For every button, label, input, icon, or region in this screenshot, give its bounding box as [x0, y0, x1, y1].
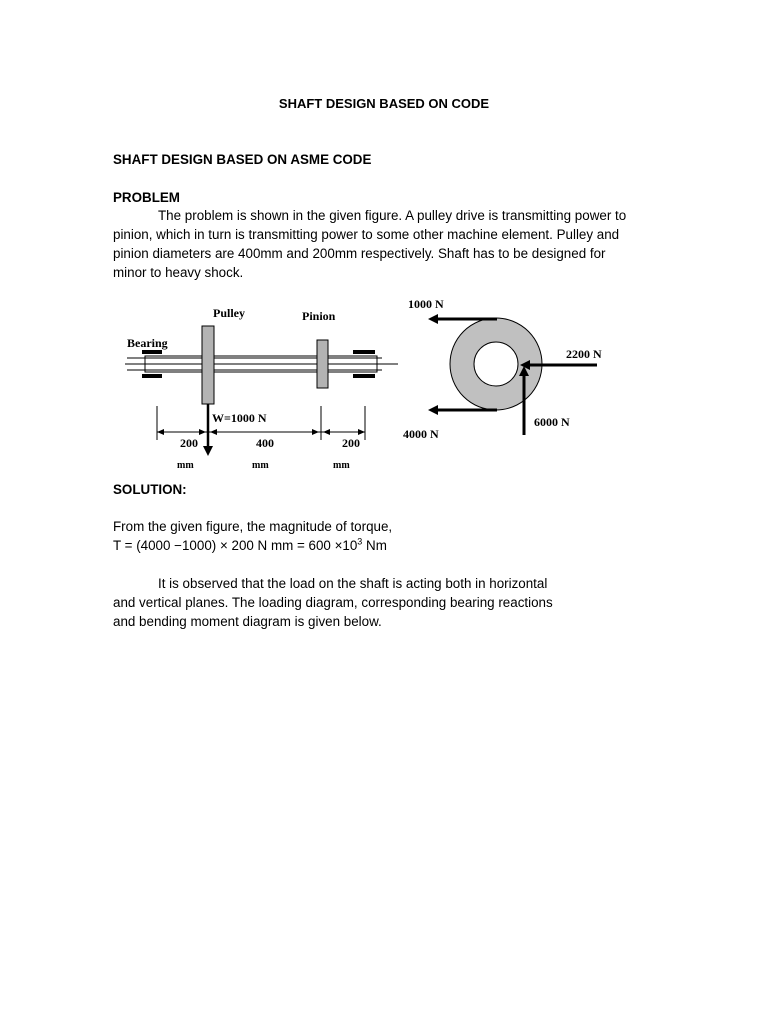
torque-intro: From the given figure, the magnitude of torque,	[113, 519, 393, 534]
force-arrow-head	[428, 314, 438, 324]
force-arrow-head	[428, 405, 438, 415]
torque-eq-exponent: 3	[357, 536, 363, 547]
dim-arrow	[323, 429, 330, 435]
force-label-4000: 4000 N	[403, 427, 439, 441]
label-weight: W=1000 N	[212, 411, 267, 425]
dim-arrow	[210, 429, 217, 435]
observation-paragraph	[113, 574, 653, 631]
force-label-1000: 1000 N	[408, 297, 444, 311]
pulley-disc	[202, 326, 214, 404]
observation-line: It is observed that the load on the shaft is acting both in horizontal	[158, 576, 548, 591]
problem-line: pinion, which in turn is transmitting power to some other machine element. Pulley and	[113, 227, 620, 242]
dim-left-value: 200	[180, 436, 198, 450]
problem-line: minor to heavy shock.	[113, 265, 244, 280]
label-pulley: Pulley	[213, 306, 245, 320]
dim-arrow	[157, 429, 164, 435]
force-label-2200: 2200 N	[566, 347, 602, 361]
problem-heading: PROBLEM	[113, 190, 180, 205]
torque-equation	[113, 536, 653, 555]
torque-eq-unit: Nm	[366, 538, 387, 553]
problem-paragraph	[113, 206, 653, 282]
right-bearing-bottom	[353, 374, 375, 378]
torque-eq-main: T = (4000 −1000) × 200 N mm = 600 ×10	[113, 538, 358, 553]
solution-heading: SOLUTION:	[113, 482, 187, 497]
weight-arrow-head	[203, 446, 213, 456]
dim-arrow	[312, 429, 319, 435]
dim-right-unit: mm	[333, 460, 350, 471]
problem-line: pinion diameters are 400mm and 200mm respectively. Shaft has to be designed for	[113, 246, 606, 261]
label-bearing: Bearing	[127, 336, 168, 350]
label-pinion: Pinion	[302, 309, 336, 323]
problem-line: The problem is shown in the given figure. A pulley drive is transmitting power to	[158, 208, 627, 223]
left-bearing-bottom	[142, 374, 162, 378]
shaft-figure	[120, 292, 620, 477]
torque-paragraph	[113, 517, 653, 555]
left-bearing-top	[142, 350, 162, 354]
section-subtitle: SHAFT DESIGN BASED ON ASME CODE	[113, 152, 372, 167]
right-bearing-top	[353, 350, 375, 354]
pulley-bore	[474, 342, 518, 386]
observation-line: and bending moment diagram is given below.	[113, 614, 382, 629]
page-title: SHAFT DESIGN BASED ON CODE	[278, 96, 490, 111]
dim-mid-unit: mm	[252, 460, 269, 471]
observation-line: and vertical planes. The loading diagram, corresponding bearing reactions	[113, 595, 553, 610]
dim-right-value: 200	[342, 436, 360, 450]
dim-left-unit: mm	[177, 460, 194, 471]
dim-mid-value: 400	[256, 436, 274, 450]
dim-arrow	[358, 429, 365, 435]
force-label-6000: 6000 N	[534, 415, 570, 429]
dim-arrow	[199, 429, 206, 435]
pinion-disc	[317, 340, 328, 388]
